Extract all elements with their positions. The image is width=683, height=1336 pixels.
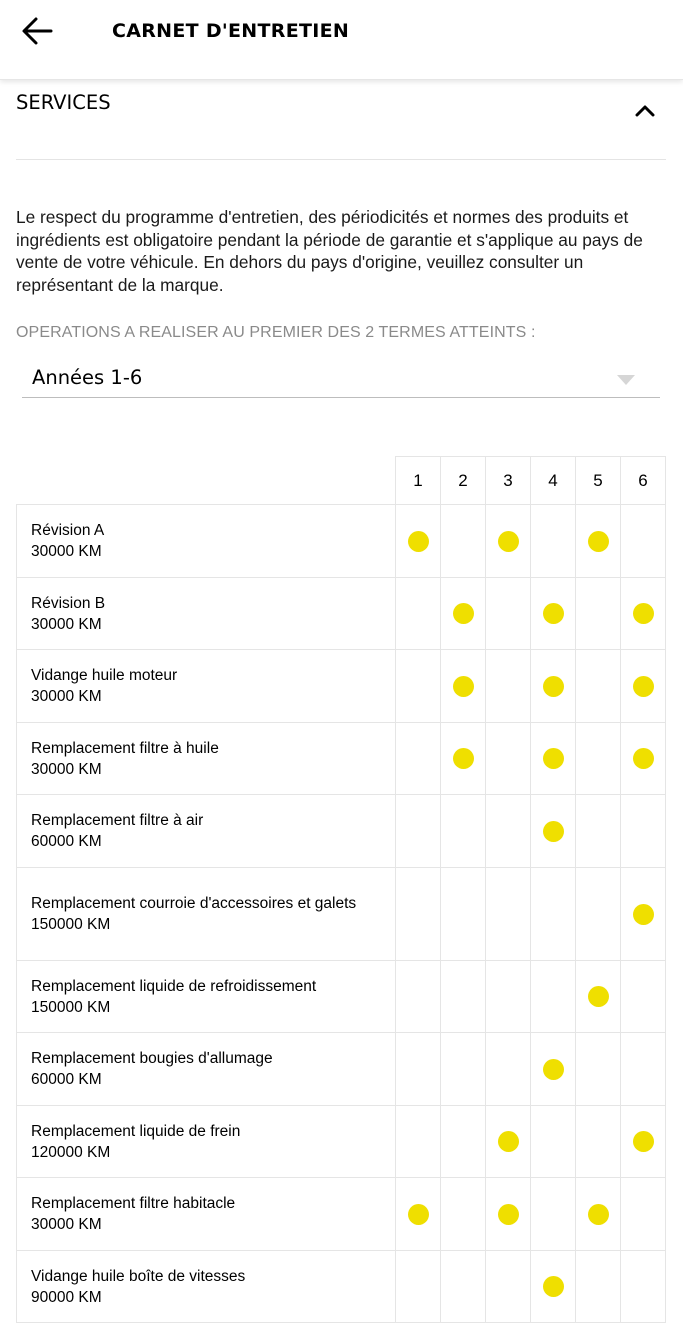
page-title: CARNET D'ENTRETIEN xyxy=(112,20,350,42)
operation-cell xyxy=(17,650,396,723)
year-cell xyxy=(441,505,486,578)
scheduled-dot-icon xyxy=(633,904,654,925)
year-cell xyxy=(396,1251,441,1323)
scheduled-dot-icon xyxy=(588,531,609,552)
year-header: 2 xyxy=(441,457,486,505)
year-cell xyxy=(531,505,576,578)
scheduled-dot-icon xyxy=(633,1131,654,1152)
caret-down-icon xyxy=(616,374,636,386)
scheduled-dot-icon xyxy=(453,748,474,769)
year-cell xyxy=(486,1106,531,1178)
operation-interval: 30000 KM xyxy=(31,615,102,633)
year-cell xyxy=(396,578,441,650)
operation-cell xyxy=(17,1106,396,1178)
year-cell xyxy=(396,505,441,578)
year-cell xyxy=(441,868,486,961)
operation-cell xyxy=(17,1178,396,1251)
operation-name: Remplacement filtre à air xyxy=(31,812,204,829)
period-select-value: Années 1-6 xyxy=(32,366,143,389)
year-cell xyxy=(486,1178,531,1251)
scheduled-dot-icon xyxy=(588,1204,609,1225)
year-cell xyxy=(441,1251,486,1323)
table-row xyxy=(17,1251,666,1323)
scheduled-dot-icon xyxy=(408,531,429,552)
operation-cell xyxy=(17,1251,396,1323)
year-cell xyxy=(576,505,621,578)
year-cell xyxy=(621,1106,666,1178)
year-cell xyxy=(576,795,621,868)
year-cell xyxy=(531,578,576,650)
year-header: 1 xyxy=(396,457,441,505)
year-cell xyxy=(396,868,441,961)
year-header: 5 xyxy=(576,457,621,505)
year-header: 4 xyxy=(531,457,576,505)
table-row xyxy=(17,723,666,795)
year-cell xyxy=(621,1251,666,1323)
year-cell xyxy=(621,650,666,723)
maintenance-info-text: Le respect du programme d'entretien, des périodicités et normes des produits et ingrédients est obligatoire pendant la période de garantie et s'applique au pays de vente de votre véhicule. En dehors du pays d'origine, veuillez consulter un représentant de la marque. xyxy=(16,207,643,295)
operation-interval: 30000 KM xyxy=(31,688,102,705)
operations-label: OPERATIONS A REALISER AU PREMIER DES 2 TERMES ATTEINTS : xyxy=(16,324,536,341)
scheduled-dot-icon xyxy=(543,1276,564,1297)
year-cell xyxy=(441,650,486,723)
operation-name: Remplacement filtre habitacle xyxy=(31,1195,236,1212)
chevron-up-icon xyxy=(630,96,660,124)
scheduled-dot-icon xyxy=(633,748,654,769)
year-cell xyxy=(576,1033,621,1106)
operation-cell xyxy=(17,578,396,650)
year-cell xyxy=(531,1033,576,1106)
year-cell xyxy=(531,1106,576,1178)
year-cell xyxy=(486,868,531,961)
operation-interval: 150000 KM xyxy=(31,998,111,1016)
operation-cell xyxy=(17,868,396,961)
year-cell xyxy=(576,578,621,650)
year-cell xyxy=(396,1033,441,1106)
year-cell xyxy=(396,723,441,795)
year-cell xyxy=(486,1033,531,1106)
section-divider xyxy=(16,159,666,160)
year-cell xyxy=(441,1106,486,1178)
year-cell xyxy=(441,578,486,650)
year-cell xyxy=(441,795,486,868)
operation-interval: 30000 KM xyxy=(31,760,102,778)
scheduled-dot-icon xyxy=(543,1059,564,1080)
year-cell xyxy=(576,723,621,795)
year-cell xyxy=(621,1033,666,1106)
year-cell xyxy=(531,1251,576,1323)
year-header: 6 xyxy=(621,457,666,505)
year-cell xyxy=(486,723,531,795)
table-row xyxy=(17,1178,666,1251)
table-row xyxy=(17,868,666,961)
year-cell xyxy=(531,961,576,1033)
scheduled-dot-icon xyxy=(408,1204,429,1225)
operation-name: Révision B xyxy=(31,594,106,612)
collapse-toggle-button[interactable] xyxy=(630,96,660,124)
operation-name: Remplacement bougies d'allumage xyxy=(31,1050,273,1067)
operation-interval: 60000 KM xyxy=(31,833,102,850)
year-cell xyxy=(621,961,666,1033)
year-header-row xyxy=(17,457,666,505)
year-cell xyxy=(486,505,531,578)
operation-interval: 150000 KM xyxy=(31,916,111,933)
year-cell xyxy=(531,650,576,723)
year-cell xyxy=(396,1106,441,1178)
year-cell xyxy=(486,650,531,723)
operation-name: Révision A xyxy=(31,522,105,539)
scheduled-dot-icon xyxy=(633,676,654,697)
year-cell xyxy=(396,1178,441,1251)
year-cell xyxy=(576,650,621,723)
operation-name: Remplacement filtre à huile xyxy=(31,739,219,757)
year-cell xyxy=(441,961,486,1033)
year-cell xyxy=(531,868,576,961)
operation-interval: 30000 KM xyxy=(31,543,102,560)
year-cell xyxy=(621,868,666,961)
year-cell xyxy=(531,795,576,868)
operation-name: Vidange huile moteur xyxy=(31,667,178,684)
maintenance-schedule-table xyxy=(16,456,666,1323)
year-cell xyxy=(576,1251,621,1323)
scheduled-dot-icon xyxy=(543,603,564,624)
year-cell xyxy=(441,723,486,795)
year-cell xyxy=(621,723,666,795)
table-row xyxy=(17,961,666,1033)
operation-name: Vidange huile boîte de vitesses xyxy=(31,1267,246,1285)
year-cell xyxy=(486,961,531,1033)
table-row xyxy=(17,1033,666,1106)
table-row xyxy=(17,578,666,650)
year-cell xyxy=(576,1106,621,1178)
section-title: SERVICES xyxy=(16,91,111,114)
year-cell xyxy=(576,961,621,1033)
operation-name: Remplacement liquide de refroidissement xyxy=(31,977,317,995)
year-cell xyxy=(621,505,666,578)
scheduled-dot-icon xyxy=(498,1131,519,1152)
year-cell xyxy=(621,795,666,868)
year-cell xyxy=(576,1178,621,1251)
year-cell xyxy=(621,578,666,650)
operation-name: Remplacement courroie d'accessoires et galets xyxy=(31,895,357,912)
year-cell xyxy=(441,1178,486,1251)
operation-cell xyxy=(17,1033,396,1106)
operation-interval: 30000 KM xyxy=(31,1216,102,1233)
scheduled-dot-icon xyxy=(453,676,474,697)
year-cell xyxy=(531,723,576,795)
table-row xyxy=(17,1106,666,1178)
operation-name: Remplacement liquide de frein xyxy=(31,1122,241,1140)
year-cell xyxy=(531,1178,576,1251)
year-cell xyxy=(441,1033,486,1106)
services-section-header[interactable] xyxy=(0,82,683,160)
year-cell xyxy=(396,650,441,723)
operation-interval: 120000 KM xyxy=(31,1143,111,1161)
scheduled-dot-icon xyxy=(543,748,564,769)
year-cell xyxy=(486,578,531,650)
scheduled-dot-icon xyxy=(543,821,564,842)
year-cell xyxy=(486,795,531,868)
scheduled-dot-icon xyxy=(498,1204,519,1225)
operation-cell xyxy=(17,961,396,1033)
operation-interval: 60000 KM xyxy=(31,1071,102,1088)
scheduled-dot-icon xyxy=(633,603,654,624)
table-row xyxy=(17,795,666,868)
year-cell xyxy=(486,1251,531,1323)
operation-cell xyxy=(17,723,396,795)
year-cell xyxy=(396,961,441,1033)
year-cell xyxy=(396,795,441,868)
scheduled-dot-icon xyxy=(498,531,519,552)
year-cell xyxy=(621,1178,666,1251)
scheduled-dot-icon xyxy=(543,676,564,697)
table-row xyxy=(17,505,666,578)
operation-interval: 90000 KM xyxy=(31,1288,102,1306)
app-header xyxy=(0,0,683,80)
arrow-left-icon xyxy=(18,14,56,50)
year-cell xyxy=(576,868,621,961)
period-select[interactable] xyxy=(22,362,660,398)
scheduled-dot-icon xyxy=(453,603,474,624)
back-button[interactable] xyxy=(18,14,56,50)
table-row xyxy=(17,650,666,723)
header-spacer xyxy=(17,457,396,505)
operation-cell xyxy=(17,505,396,578)
operation-cell xyxy=(17,795,396,868)
year-header: 3 xyxy=(486,457,531,505)
scheduled-dot-icon xyxy=(588,986,609,1007)
